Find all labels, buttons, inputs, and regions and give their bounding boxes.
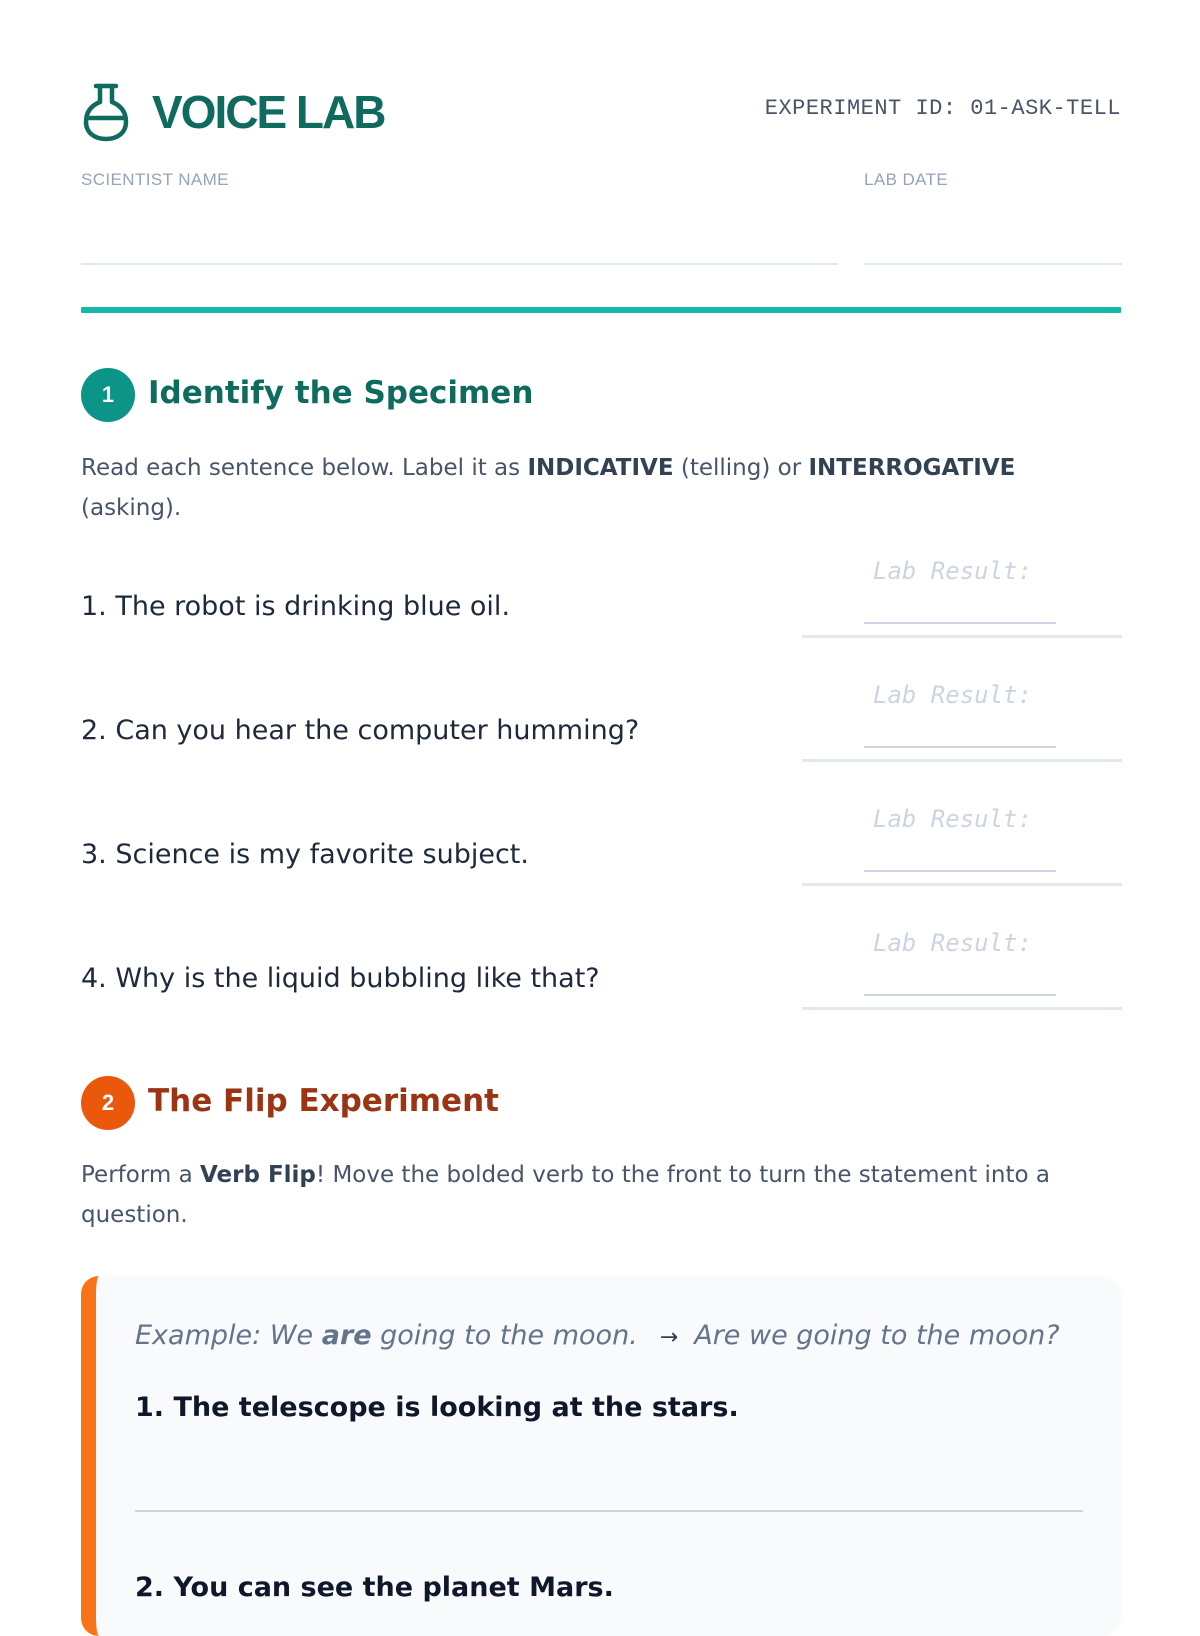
lab-result-label: Lab Result: bbox=[873, 681, 1032, 709]
lab-result-underline bbox=[864, 994, 1056, 996]
scientist-name-field[interactable] bbox=[81, 263, 838, 265]
flip-example: Example: We are going to the moon. → Are we going to the moon? bbox=[135, 1320, 1060, 1351]
header-divider bbox=[81, 307, 1121, 313]
scientist-name-label: SCIENTIST NAME bbox=[81, 170, 229, 189]
lab-result-field[interactable] bbox=[802, 635, 1122, 638]
flip-question-2: 2. You can see the planet Mars. bbox=[135, 1572, 614, 1603]
specimen-question-4: 4. Why is the liquid bubbling like that? bbox=[81, 963, 600, 994]
section-1-badge: 1 bbox=[81, 368, 135, 422]
lab-date-label: LAB DATE bbox=[864, 170, 949, 189]
section-1-title: Identify the Specimen bbox=[148, 375, 534, 411]
lab-result-underline bbox=[864, 870, 1056, 872]
brand-title: VOICE LAB bbox=[152, 86, 385, 138]
lab-result-label: Lab Result: bbox=[873, 805, 1032, 833]
arrow-right-icon: → bbox=[659, 1325, 679, 1350]
logo bbox=[82, 82, 384, 142]
lab-result-label: Lab Result: bbox=[873, 929, 1032, 957]
lab-result-field[interactable] bbox=[802, 1007, 1122, 1010]
specimen-question-1: 1. The robot is drinking blue oil. bbox=[81, 591, 511, 622]
lab-result-field[interactable] bbox=[802, 883, 1122, 886]
flip-question-1: 1. The telescope is looking at the stars. bbox=[135, 1392, 739, 1423]
lab-date-field[interactable] bbox=[864, 263, 1122, 265]
flask-icon bbox=[82, 82, 130, 142]
lab-result-underline bbox=[864, 746, 1056, 748]
lab-result-underline bbox=[864, 622, 1056, 624]
lab-result-label: Lab Result: bbox=[873, 557, 1032, 585]
flip-answer-field[interactable] bbox=[135, 1510, 1083, 1512]
section-2-instructions: Perform a Verb Flip! Move the bolded verb to the front to turn the statement into a question. bbox=[81, 1162, 1050, 1228]
specimen-question-2: 2. Can you hear the computer humming? bbox=[81, 715, 640, 746]
section-2-badge: 2 bbox=[81, 1076, 135, 1130]
experiment-id: EXPERIMENT ID: 01-ASK-TELL bbox=[764, 96, 1121, 121]
lab-result-field[interactable] bbox=[802, 759, 1122, 762]
section-2-title: The Flip Experiment bbox=[148, 1083, 499, 1119]
section-1-instructions: Read each sentence below. Label it as INDICATIVE (telling) or INTERROGATIVE (asking). bbox=[81, 455, 1016, 521]
specimen-question-3: 3. Science is my favorite subject. bbox=[81, 839, 529, 870]
